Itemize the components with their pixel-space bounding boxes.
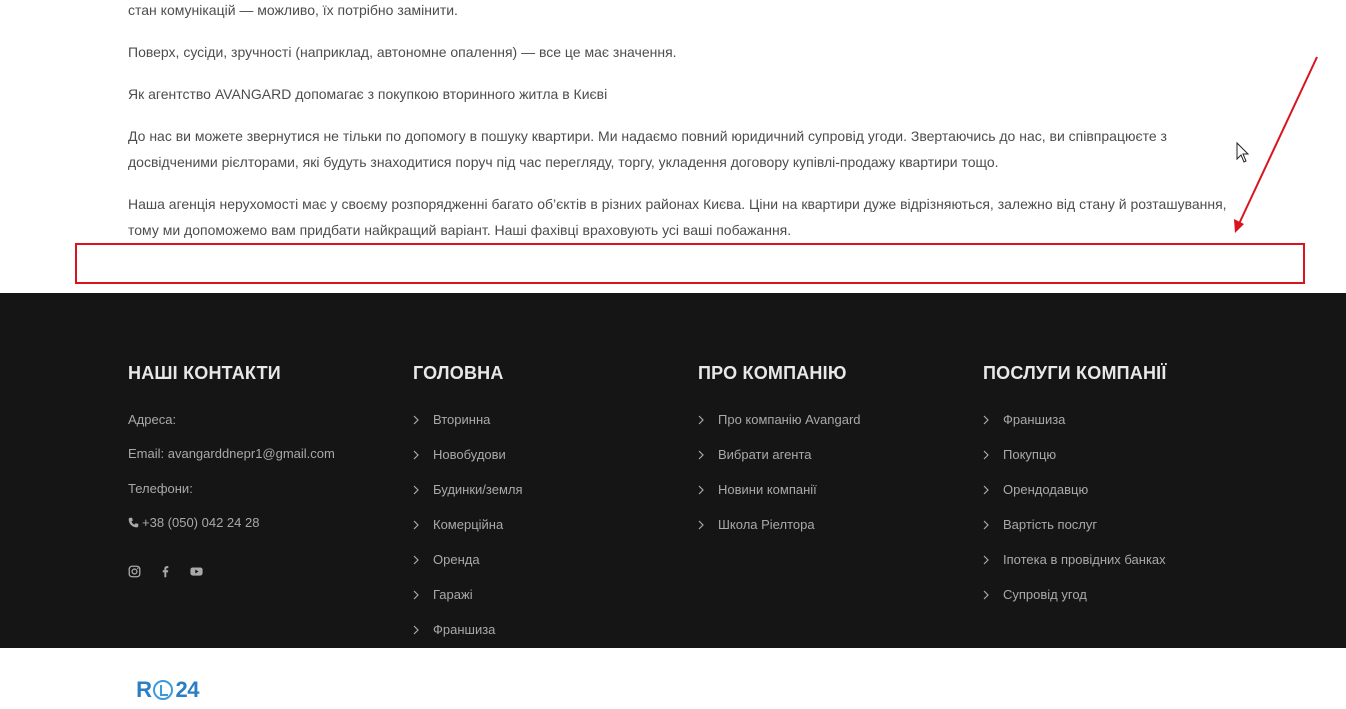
footer-main-title: ГОЛОВНА	[413, 363, 504, 383]
footer-link[interactable]	[413, 551, 523, 586]
youtube-icon[interactable]	[190, 565, 203, 578]
badge-number: 24	[175, 677, 199, 702]
phone-icon	[128, 517, 139, 528]
chevron-right-icon	[983, 415, 989, 425]
instagram-icon[interactable]	[128, 565, 141, 578]
footer-link-label: Новини компанії	[718, 482, 817, 497]
footer-about-links	[698, 411, 861, 551]
chevron-right-icon	[413, 590, 419, 600]
footer-link[interactable]	[413, 586, 523, 621]
annotation-highlight-box	[75, 243, 1305, 284]
footer-link-label: Будинки/земля	[433, 482, 523, 497]
footer-link-label: Комерційна	[433, 517, 504, 532]
social-links	[128, 565, 203, 578]
footer-link[interactable]	[413, 411, 523, 446]
article-section	[0, 0, 1346, 293]
footer-link[interactable]	[698, 481, 861, 516]
chevron-right-icon	[413, 485, 419, 495]
footer-services-links	[983, 411, 1166, 621]
footer-about-title: ПРО КОМПАНІЮ	[698, 363, 847, 383]
footer-services-title: ПОСЛУГИ КОМПАНІЇ	[983, 363, 1167, 383]
footer-link[interactable]	[983, 446, 1166, 481]
chevron-right-icon	[413, 625, 419, 635]
footer-link-label: Орендодавцю	[1003, 482, 1089, 497]
footer-link[interactable]	[413, 621, 523, 656]
chevron-right-icon	[698, 415, 704, 425]
footer-link-label: Франшиза	[1003, 412, 1066, 427]
footer-link-label: Покупцю	[1003, 447, 1057, 462]
article-subheading: Як агентство AVANGARD допомагає з покупкою вторинного житла в Києві	[128, 86, 608, 102]
footer-about-column	[698, 360, 958, 532]
footer-link-label: Вибрати агента	[718, 447, 812, 462]
chevron-right-icon	[413, 555, 419, 565]
footer-link-label: Новобудови	[433, 447, 506, 462]
footer-link[interactable]	[413, 481, 523, 516]
r24-badge[interactable]	[128, 671, 207, 709]
chevron-right-icon	[698, 450, 704, 460]
address-label: Адреса:	[128, 412, 177, 427]
footer-link[interactable]	[698, 411, 861, 446]
footer-link-label: Оренда	[433, 552, 480, 567]
footer-main-links	[413, 411, 523, 656]
footer-link[interactable]	[983, 516, 1166, 551]
footer-services-column	[983, 360, 1243, 602]
footer-link[interactable]	[983, 481, 1166, 516]
article-paragraph: Наша агенція нерухомості має у своєму розпорядженні багато об’єктів в різних районах Києва. Ціни на квартири дуже відрізняються, залежно від стану й розташування, тому ми допоможемо вам придбати найкращий варіант. Наші фахівці враховують усі ваші побажання.	[128, 196, 1227, 238]
mouse-cursor-icon	[1236, 142, 1250, 164]
site-footer	[0, 293, 1346, 702]
chevron-right-icon	[983, 520, 989, 530]
chevron-right-icon	[698, 520, 704, 530]
badge-emblem-icon	[153, 680, 173, 700]
footer-link[interactable]	[413, 446, 523, 481]
footer-link[interactable]	[983, 586, 1166, 621]
facebook-icon[interactable]	[159, 565, 172, 578]
chevron-right-icon	[983, 485, 989, 495]
footer-link-label: Вторинна	[433, 412, 491, 427]
footer-link-label: Школа Ріелтора	[718, 517, 815, 532]
badge-letter: R	[136, 677, 152, 702]
footer-contacts-title: НАШІ КОНТАКТИ	[128, 363, 281, 383]
article-paragraph: До нас ви можете звернутися не тільки по допомогу в пошуку квартири. Ми надаємо повний юридичний супровід угоди. Звертаючись до нас, ви співпрацюєте з досвідченими рієлторами, які будуть знаходитися поруч під час перегляду, торгу, укладення договору купівлі-продажу квартири тощо.	[128, 128, 1167, 170]
phones-label: Телефони:	[128, 481, 193, 496]
footer-link[interactable]	[983, 411, 1166, 446]
footer-link-label: Франшиза	[433, 622, 496, 637]
footer-link-label: Про компанію Avangard	[718, 412, 861, 427]
email-link[interactable]: Email: avangarddnepr1@gmail.com	[128, 446, 335, 461]
chevron-right-icon	[983, 450, 989, 460]
chevron-right-icon	[413, 415, 419, 425]
footer-main-column	[413, 360, 673, 637]
chevron-right-icon	[983, 555, 989, 565]
footer-link-label: Вартість послуг	[1003, 517, 1098, 532]
article-paragraph: стан комунікацій — можливо, їх потрібно замінити.	[128, 2, 458, 18]
footer-link[interactable]	[698, 446, 861, 481]
chevron-right-icon	[413, 520, 419, 530]
chevron-right-icon	[698, 485, 704, 495]
footer-link-label: Супровід угод	[1003, 587, 1087, 602]
phone-number: +38 (050) 042 24 28	[142, 515, 260, 530]
footer-link-label: Гаражі	[433, 587, 473, 602]
footer-link[interactable]	[413, 516, 523, 551]
footer-link[interactable]	[698, 516, 861, 551]
chevron-right-icon	[413, 450, 419, 460]
footer-link[interactable]	[983, 551, 1166, 586]
footer-link-label: Іпотека в провідних банках	[1003, 552, 1166, 567]
chevron-right-icon	[983, 590, 989, 600]
phone-link[interactable]	[128, 514, 259, 532]
article-paragraph: Поверх, сусіди, зручності (наприклад, автономне опалення) — все це має значення.	[128, 44, 677, 60]
footer-contacts-column	[128, 360, 388, 702]
